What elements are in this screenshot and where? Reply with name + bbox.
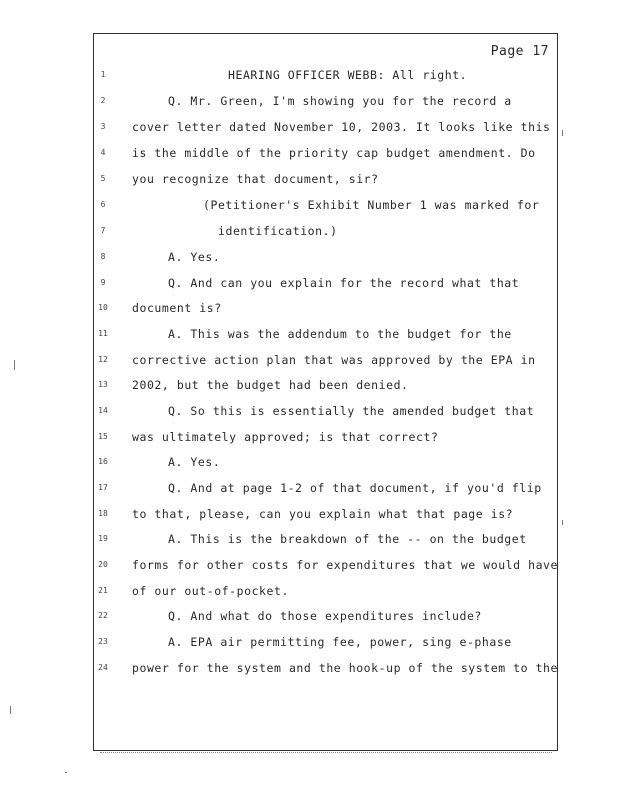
line-text: forms for other costs for expenditures that we would have xyxy=(132,558,558,572)
line-text: Q. And at page 1-2 of that document, if you'd flip xyxy=(168,481,542,495)
line-number: 16 xyxy=(98,457,108,466)
line-text: cover letter dated November 10, 2003. It looks like this xyxy=(132,120,551,134)
line-text: to that, please, can you explain what that page is? xyxy=(132,507,514,521)
transcript-line xyxy=(94,452,559,472)
line-text: you recognize that document, sir? xyxy=(132,172,379,186)
line-number: 15 xyxy=(98,432,108,441)
line-text: Q. So this is essentially the amended budget that xyxy=(168,404,535,418)
transcript-line xyxy=(94,529,559,549)
line-text: power for the system and the hook-up of the system to the xyxy=(132,661,558,675)
line-text: Q. Mr. Green, I'm showing you for the record a xyxy=(168,94,512,108)
line-text: Q. And what do those expenditures include? xyxy=(168,609,482,623)
line-text: A. EPA air permitting fee, power, sing e-phase xyxy=(168,635,512,649)
transcript-page xyxy=(93,33,558,751)
transcript-line xyxy=(94,606,559,626)
line-number: 4 xyxy=(100,148,106,157)
transcript-line xyxy=(94,658,559,678)
line-text: A. Yes. xyxy=(168,455,221,469)
transcript-line xyxy=(94,504,559,524)
line-number: 18 xyxy=(98,509,108,518)
line-number: 19 xyxy=(98,534,108,543)
line-number: 23 xyxy=(98,637,108,646)
line-text: A. This was the addendum to the budget for the xyxy=(168,327,512,341)
transcript-line xyxy=(94,195,559,215)
transcript-line xyxy=(94,581,559,601)
transcript-line xyxy=(94,169,559,189)
transcript-line xyxy=(94,65,559,85)
line-number: 14 xyxy=(98,406,108,415)
line-text: HEARING OFFICER WEBB: All right. xyxy=(228,68,468,82)
transcript-line xyxy=(94,350,559,370)
line-text: identification.) xyxy=(218,224,338,238)
line-number: 7 xyxy=(100,226,106,235)
page-number: Page 17 xyxy=(490,44,549,59)
transcript-line xyxy=(94,273,559,293)
line-text: is the middle of the priority cap budget amendment. Do xyxy=(132,146,536,160)
transcript-line xyxy=(94,143,559,163)
line-number: 11 xyxy=(98,329,108,338)
scan-artifact xyxy=(562,520,563,525)
scan-artifact xyxy=(65,772,67,773)
line-number: 17 xyxy=(98,483,108,492)
line-text: was ultimately approved; is that correct? xyxy=(132,430,439,444)
line-number: 2 xyxy=(100,96,106,105)
scan-artifact xyxy=(10,706,11,714)
footer-rule xyxy=(100,752,552,753)
line-number: 12 xyxy=(98,355,108,364)
line-number: 21 xyxy=(98,586,108,595)
line-number: 10 xyxy=(98,303,108,312)
transcript-line xyxy=(94,91,559,111)
line-number: 1 xyxy=(100,70,106,79)
line-text: A. Yes. xyxy=(168,250,221,264)
line-text: A. This is the breakdown of the -- on the budget xyxy=(168,532,527,546)
line-number: 20 xyxy=(98,560,108,569)
line-number: 22 xyxy=(98,611,108,620)
transcript-line xyxy=(94,298,559,318)
line-text: of our out-of-pocket. xyxy=(132,584,289,598)
scan-artifact xyxy=(14,360,15,370)
line-text: document is? xyxy=(132,301,222,315)
transcript-line xyxy=(94,632,559,652)
transcript-line xyxy=(94,221,559,241)
scan-artifact xyxy=(562,130,563,136)
transcript-line xyxy=(94,478,559,498)
line-number: 8 xyxy=(100,252,106,261)
line-number: 9 xyxy=(100,278,106,287)
line-text: Q. And can you explain for the record what that xyxy=(168,276,520,290)
transcript-line xyxy=(94,324,559,344)
transcript-line xyxy=(94,555,559,575)
transcript-line xyxy=(94,247,559,267)
line-text: corrective action plan that was approved by the EPA in xyxy=(132,353,536,367)
line-number: 13 xyxy=(98,380,108,389)
transcript-line xyxy=(94,427,559,447)
line-text: 2002, but the budget had been denied. xyxy=(132,378,409,392)
transcript-line xyxy=(94,117,559,137)
line-number: 6 xyxy=(100,200,106,209)
transcript-line xyxy=(94,375,559,395)
line-number: 3 xyxy=(100,122,106,131)
line-number: 24 xyxy=(98,663,108,672)
line-text: (Petitioner's Exhibit Number 1 was marked for xyxy=(203,198,540,212)
line-number: 5 xyxy=(100,174,106,183)
transcript-line xyxy=(94,401,559,421)
